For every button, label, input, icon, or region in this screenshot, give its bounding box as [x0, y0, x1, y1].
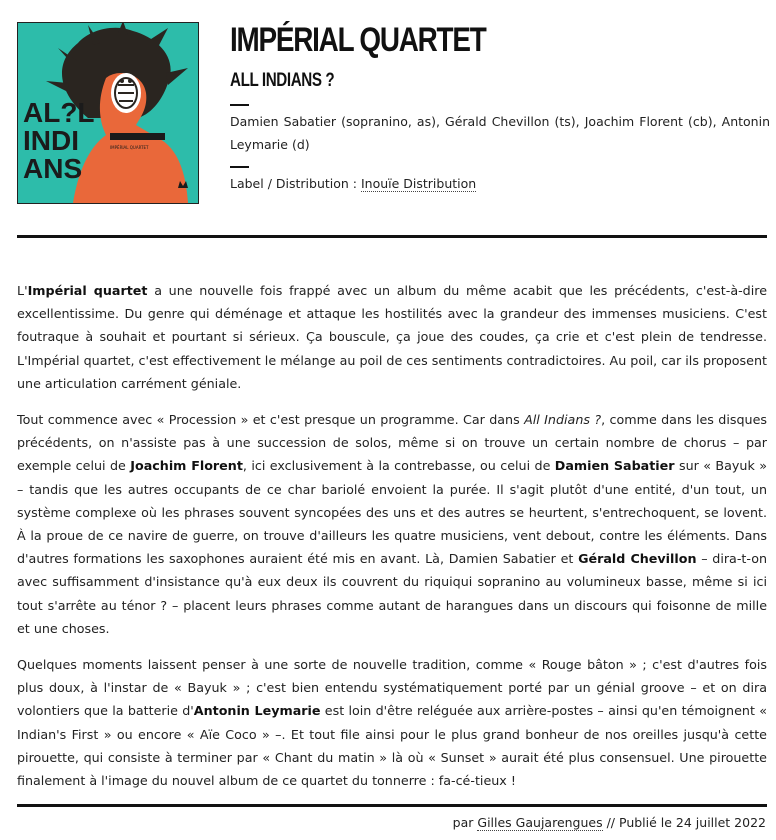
byline-prefix: par	[452, 815, 478, 830]
album-meta	[230, 22, 770, 191]
album-cover[interactable]	[17, 22, 199, 204]
album-header	[17, 21, 770, 205]
article-text: – dira-t-on avec suffisamment d'insistance qu'à eux deux ils couvrent du riquiqui sopranino au volumineux basse, même si ici tout s'arrête au ténor ? – placent leurs phrases comme autant de harangues dans un discours qui foisonne de mille et une choses.	[17, 551, 768, 636]
article-text: est loin d'être reléguée aux arrière-postes – ainsi qu'en témoignent « Indian's First » ou encore « Aïe Coco » –. Et tout file ainsi pour le plus grand bonheur de nos oreilles jusqu'à cette pirouette, qui consiste à terminer par « Chant du matin » là où « Sunset » aurait été plus consensuel. Une pirouette finalement à l'image du nouvel album de ce quartet du tonnerre : fa-cé-tieux !	[17, 703, 767, 789]
article-paragraph-3	[17, 653, 767, 792]
album-cover-art	[18, 23, 198, 203]
cover-title-line1: AL?L	[23, 97, 95, 128]
cover-title-line2: INDI	[23, 125, 79, 156]
label-distribution	[230, 176, 770, 191]
article-text: Quelques moments laissent penser à une sorte de nouvelle tradition, comme « Rouge bâton » ; c'est d'autres fois plus doux, à l'instar de « Bayuk » ; c'est bien entendu systématiquement porté par un génial groove – et on dira volontiers que la batterie d'	[17, 657, 767, 719]
cover-title-line3: ANS	[23, 153, 83, 184]
article-paragraph-1	[17, 279, 767, 395]
musician-name: Joachim Florent	[130, 458, 243, 474]
musician-name: Gérald Chevillon	[578, 551, 697, 567]
artist-title: IMPÉRIAL QUARTET	[230, 21, 486, 59]
article-text: sur « Bayuk » – tandis que les autres occupants de ce char bariolé envoient la purée. Il s'agit plutôt d'une entité, d'un tout, un système complexe où les phrases souvent syncopées des uns et des autres se heurtent, s'entrechoquent, se lovent. À la proue de ce navire de guerre, on trouve d'ailleurs les quatre musiciens, vent debout, contre les éléments. Dans d'autres formations les saxophones auraient été mis en avant. Là, Damien Sabatier et	[17, 458, 767, 567]
album-title: ALL INDIANS ?	[230, 70, 335, 91]
article-paragraph-2	[17, 408, 767, 640]
musician-name: Antonin Leymarie	[193, 703, 321, 719]
top-separator	[17, 235, 767, 238]
publication-date: // Publié le 24 juillet 2022	[602, 815, 766, 830]
article-text: , comme dans les disques précédents, on n'assiste pas à une succession de solos, même si on trouve un certain nombre de chorus – par exemple celui de	[17, 412, 767, 474]
label-prefix: Label / Distribution :	[230, 176, 361, 191]
musician-name: Impérial quartet	[27, 283, 148, 298]
divider-dash	[230, 104, 249, 106]
article-text: Tout commence avec « Procession » et c'est presque un programme. Car dans	[17, 412, 525, 428]
article-byline	[453, 815, 766, 830]
bottom-separator	[17, 804, 767, 807]
cover-bar	[110, 133, 165, 140]
review-article	[17, 279, 767, 805]
label-distribution-link[interactable]: Inouïe Distribution	[360, 176, 477, 191]
divider-dash	[230, 166, 249, 168]
musician-name: Damien Sabatier	[554, 458, 675, 474]
author-link[interactable]: Gilles Gaujarengues	[477, 815, 603, 830]
article-text: , ici exclusivement à la contrebasse, ou celui de	[242, 458, 555, 474]
cover-mask	[111, 73, 141, 113]
article-text: a une nouvelle fois frappé avec un album du même acabit que les précédents, c'est-à-dire excellentissime. Du genre qui déménage et attaque les hostilités avec la grandeur des immenses musiciens. C'est foutraque à souhait et pourtant si sérieux. Ça bouscule, ça joue des coudes, ça crie et c'est plein de tendresse. L'Impérial quartet, c'est effectivement le mélange au poil de ces sentiments contradictoires. Au poil, car ils proposent une articulation carrément géniale.	[17, 283, 768, 391]
album-reference: All Indians ?	[524, 412, 602, 428]
article-text: L'	[17, 283, 28, 298]
cover-small-text: IMPÉRIAL QUARTET	[110, 145, 149, 150]
musicians-list: Damien Sabatier (sopranino, as), Gérald Chevillon (ts), Joachim Florent (cb), Antonin Leymarie (d)	[230, 114, 770, 152]
